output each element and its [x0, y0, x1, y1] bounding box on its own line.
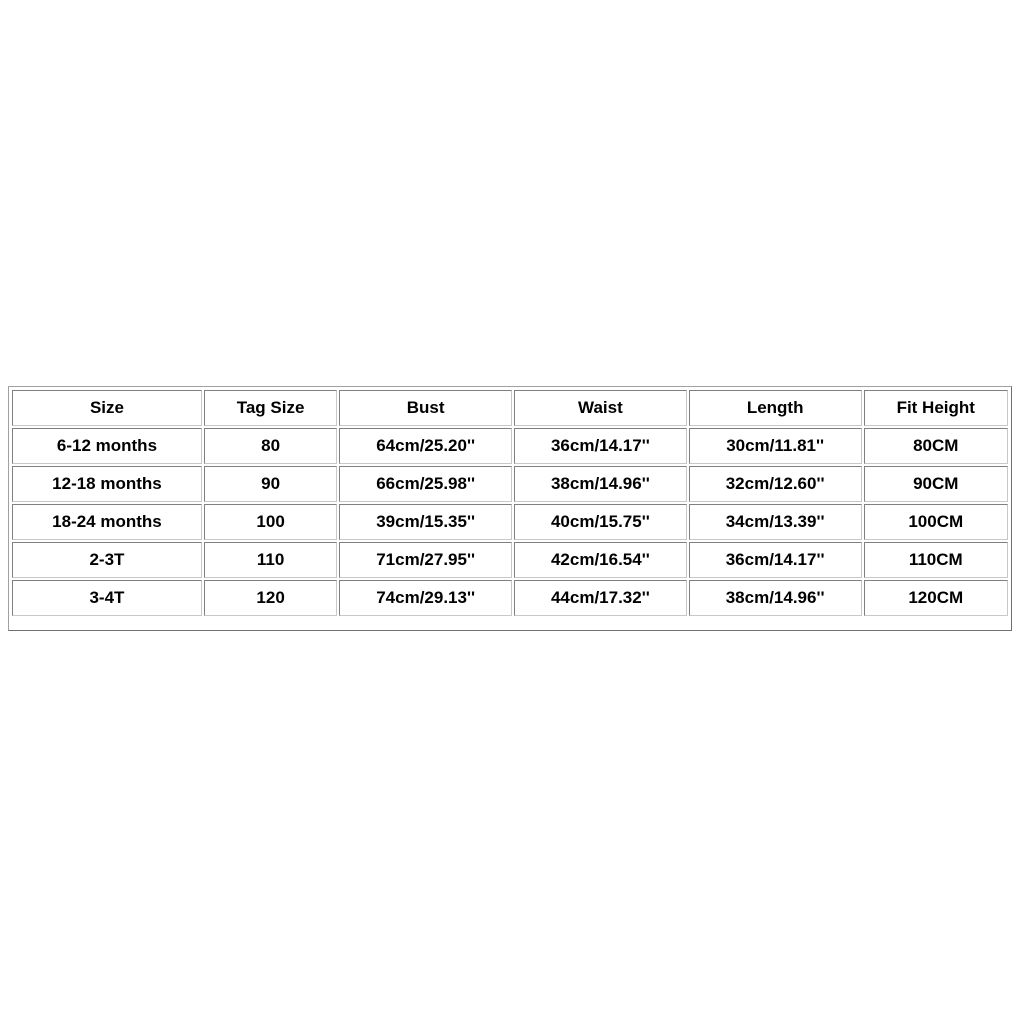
- size-chart-frame: [8, 386, 1012, 631]
- cell-waist: 44cm/17.32'': [514, 580, 687, 616]
- cell-tag-size: 90: [204, 466, 337, 502]
- table-row: [12, 580, 1008, 616]
- cell-fit-height: 100CM: [864, 504, 1008, 540]
- cell-waist: 42cm/16.54'': [514, 542, 687, 578]
- table-row: [12, 428, 1008, 464]
- cell-size: 2-3T: [12, 542, 202, 578]
- cell-length: 34cm/13.39'': [689, 504, 862, 540]
- table-row: [12, 504, 1008, 540]
- cell-size: 12-18 months: [12, 466, 202, 502]
- table-row: [12, 466, 1008, 502]
- cell-size: 3-4T: [12, 580, 202, 616]
- cell-waist: 36cm/14.17'': [514, 428, 687, 464]
- cell-size: 6-12 months: [12, 428, 202, 464]
- cell-waist: 40cm/15.75'': [514, 504, 687, 540]
- cell-tag-size: 110: [204, 542, 337, 578]
- header-row: [12, 390, 1008, 426]
- header-cell-length: Length: [689, 390, 862, 426]
- header-cell-tag-size: Tag Size: [204, 390, 337, 426]
- cell-bust: 74cm/29.13'': [339, 580, 512, 616]
- cell-fit-height: 80CM: [864, 428, 1008, 464]
- header-cell-bust: Bust: [339, 390, 512, 426]
- cell-fit-height: 90CM: [864, 466, 1008, 502]
- cell-bust: 66cm/25.98'': [339, 466, 512, 502]
- cell-tag-size: 120: [204, 580, 337, 616]
- cell-length: 30cm/11.81'': [689, 428, 862, 464]
- cell-size: 18-24 months: [12, 504, 202, 540]
- cell-bust: 39cm/15.35'': [339, 504, 512, 540]
- cell-tag-size: 80: [204, 428, 337, 464]
- cell-length: 38cm/14.96'': [689, 580, 862, 616]
- cell-waist: 38cm/14.96'': [514, 466, 687, 502]
- size-chart-table: [10, 388, 1010, 618]
- cell-fit-height: 120CM: [864, 580, 1008, 616]
- header-cell-size: Size: [12, 390, 202, 426]
- header-cell-fit-height: Fit Height: [864, 390, 1008, 426]
- cell-bust: 71cm/27.95'': [339, 542, 512, 578]
- cell-tag-size: 100: [204, 504, 337, 540]
- header-cell-waist: Waist: [514, 390, 687, 426]
- cell-fit-height: 110CM: [864, 542, 1008, 578]
- cell-bust: 64cm/25.20'': [339, 428, 512, 464]
- cell-length: 36cm/14.17'': [689, 542, 862, 578]
- cell-length: 32cm/12.60'': [689, 466, 862, 502]
- table-row: [12, 542, 1008, 578]
